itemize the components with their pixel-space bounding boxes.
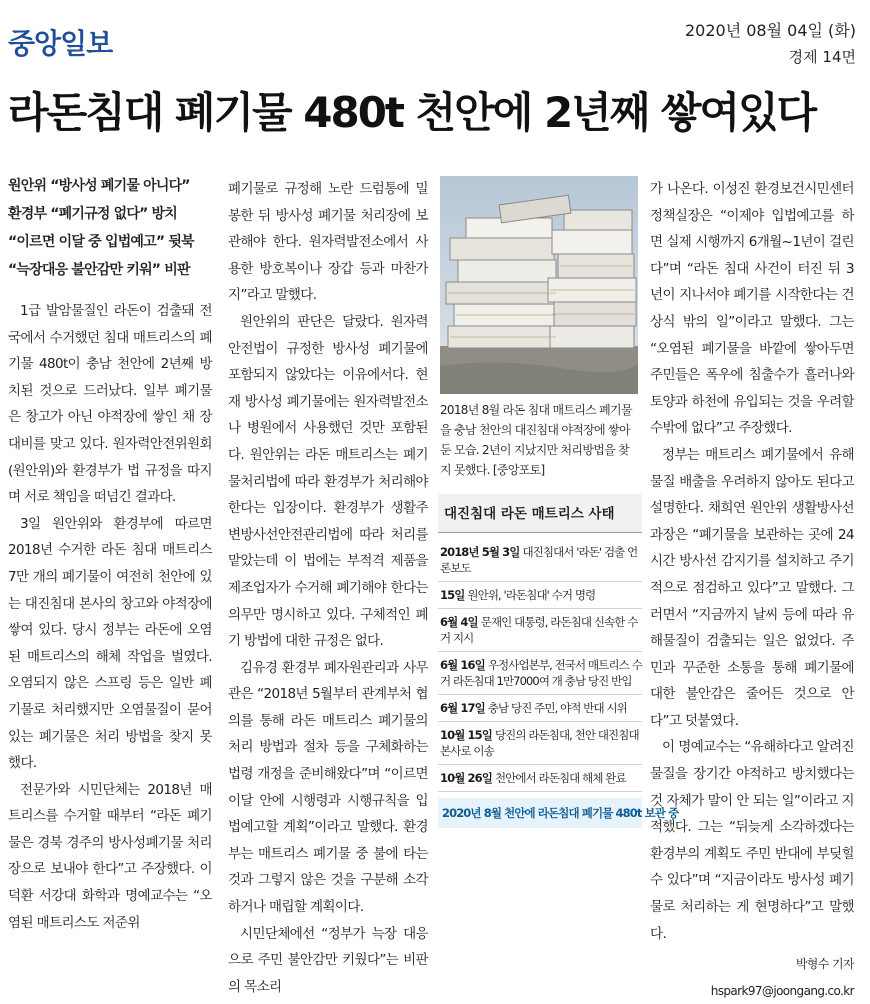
timeline-date: 6월 4일: [440, 615, 478, 629]
timeline-list: [438, 533, 642, 792]
timeline-box: [438, 494, 679, 828]
paragraph: 김유경 환경부 폐자원관리과 사무관은 “2018년 5월부터 관계부처 협의를 통해 라돈 매트리스 폐기물의 처리 방법과 절차 등을 구체화하는 법령 개정을 준비해왔다”며 “이르면 이달 안에 시행령과 시행규칙을 입법예고할 계획”이라고 말했다. 환경부는 매트리스 폐기물 중 불에 타는 것과 그렇지 않은 것을 구분해 소각하거나 매립할 계획이다.: [228, 659, 428, 916]
timeline-item: [438, 582, 642, 609]
timeline-item: [438, 609, 642, 652]
timeline-item: [438, 765, 642, 792]
timeline-text: 대진침대서 '라돈' 검출 언론보도: [440, 545, 638, 575]
article-column-2: [228, 176, 428, 1000]
timeline-date: 10월 15일: [440, 728, 492, 742]
subhead: “이르면 이달 중 입법예고” 뒷북: [8, 234, 194, 250]
article-column-4: [650, 176, 854, 1004]
paragraph: 원안위의 판단은 달랐다. 원자력안전법이 규정한 방사성 폐기물에 포함되지 않았다는 이유에서다. 현재 방사성 폐기물에는 원자력발전소나 병원에서 사용했던 것만 포함된다. 원안위는 라돈 매트리스는 폐기물처리법에 따라 환경부가 처리해야 한다는 입장이다. 환경부가 생활주변방사선안전관리법에 따라 처리를 맡았는데 이 법에는 부적격 제품을 제조업자가 수거해 폐기해야 한다는 의무만 명시하고 있다. 구체적인 폐기 방법에 대한 규정은 없다.: [228, 313, 428, 650]
timeline-date: 10월 26일: [440, 771, 492, 785]
timeline-item: [438, 652, 642, 695]
timeline-text: 당진의 라돈침대, 천안 대진침대 본사로 이송: [440, 728, 639, 758]
paragraph: 이 명예교수는 “유해하다고 알려진 물질을 장기간 야적하고 방치했다는 것 자체가 말이 안 되는 일”이라고 지적했다. 그는 “뒤늦게 소각하겠다는 환경부의 계획도 주민 반대에 부딪힐 수 있다”며 “지금이라도 방사성 폐기물로 처리하는 게 현명하다”고 말했다.: [650, 739, 854, 942]
masthead-logo: 중앙일보: [8, 27, 113, 60]
paragraph: 가 나온다. 이성진 환경보건시민센터 정책실장은 “이제야 입법예고를 하면 실제 시행까지 6개월~1년이 걸린다”며 “라돈 침대 사건이 터진 뒤 3년이 지나서야 폐기를 시작한다는 건 상식 밖의 일”이라고 말했다. 그는 “오염된 폐기물을 바깥에 쌓아두면 주민들은 폭우에 침출수가 흘러나와 토양과 하천에 유입되는 것을 우려할 수밖에 없다”고 주장했다.: [650, 181, 854, 437]
timeline-highlight: 2020년 8월 천안에 라돈침대 폐기물 480t 보관 중: [438, 798, 642, 828]
paragraph: 정부는 매트리스 폐기물에서 유해물질 배출을 우려하지 않아도 된다고 설명한다. 채희연 원안위 생활방사선과장은 “폐기물을 보관하는 곳에 24시간 방사선 감지기를 설치하고 주기적으로 점검하고 있다”고 말했다. 그러면서 “지금까지 날씨 등에 따라 유해물질이 검출되는 일은 없었다. 주민과 꾸준한 소통을 통해 폐기물에 대한 불안감은 줄어든 것으로 안다”고 덧붙였다.: [650, 446, 854, 729]
timeline-text: 우정사업본부, 전국서 매트리스 수거 라돈침대 1만7000여 개 충남 당진 반입: [440, 658, 642, 688]
article-column-1: [8, 168, 212, 936]
news-photo: [440, 176, 638, 394]
timeline-text: 충남 당진 주민, 야적 반대 시위: [487, 701, 627, 715]
timeline-date: 15일: [440, 588, 465, 602]
mattress-pile-photo: [440, 176, 638, 394]
headline: 라돈침대 폐기물 480t 천안에 2년째 쌓여있다: [8, 88, 816, 137]
paragraph: 전문가와 시민단체는 2018년 매트리스를 수거할 때부터 “라돈 폐기물은 경북 경주의 방사성폐기물 처리장으로 보내야 한다”고 주장했다. 이덕환 서강대 화학과 명예교수는 “오염된 매트리스도 저준위: [8, 781, 212, 931]
photo-caption: 2018년 8월 라돈 침대 매트리스 폐기물을 충남 천안의 대진침대 야적장에 쌓아둔 모습. 2년이 지났지만 처리방법을 찾지 못했다. [중앙포토]: [440, 403, 632, 477]
paragraph: 3일 원안위와 환경부에 따르면 2018년 수거한 라돈 침대 매트리스 7만 개의 폐기물이 여전히 천안에 있는 대진침대 본사의 창고와 야적장에 쌓여 있다. 당시 정부는 라돈에 오염된 매트리스의 해체 작업을 벌였다. 오염되지 않은 스프링 등은 일반 폐기물로 처리했지만 오염물질이 묻어 있는 폐기물은 처리 방법을 찾지 못했다.: [8, 515, 212, 772]
timeline-date: 6월 16일: [440, 658, 485, 672]
timeline-item: [438, 695, 642, 722]
paragraph: 폐기물로 규정해 노란 드럼통에 밀봉한 뒤 방사성 폐기물 처리장에 보관해야 한다. 원자력발전소에서 사용한 방호복이나 장갑 등과 마찬가지”라고 말했다.: [228, 181, 428, 304]
timeline-text: 원안위, '라돈침대' 수거 명령: [467, 588, 596, 602]
subheads: [8, 172, 212, 284]
paragraph: 1급 발암물질인 라돈이 검출돼 전국에서 수거했던 침대 매트리스의 폐기물 480t이 충남 천안에 2년째 방치된 것으로 드러났다. 일부 폐기물은 창고가 아닌 야적장에 쌓인 채 장대비를 맞고 있다. 원자력안전위원회(원안위)와 환경부가 법 규정을 따지며 서로 책임을 떠넘긴 결과다.: [8, 303, 212, 506]
subhead: 환경부 “폐기규정 없다” 방치: [8, 206, 177, 222]
timeline-date: 2018년 5월 3일: [440, 545, 520, 559]
byline: 박형수 기자 hspark97@joongang.co.kr: [710, 957, 854, 998]
timeline-date: 6월 17일: [440, 701, 485, 715]
timeline-title: 대진침대 라돈 매트리스 사태: [438, 494, 642, 533]
publish-date: 2020년 08월 04일 (화): [684, 21, 856, 40]
timeline-item: [438, 722, 642, 765]
timeline-text: 문재인 대통령, 라돈침대 신속한 수거 지시: [440, 615, 638, 645]
subhead: 원안위 “방사성 폐기물 아니다”: [8, 178, 190, 194]
paragraph: 시민단체에선 “정부가 늑장 대응으로 주민 불안감만 키웠다”는 비판의 목소리: [228, 925, 428, 995]
timeline-item: [438, 539, 642, 582]
timeline-text: 천안에서 라돈침대 해체 완료: [494, 771, 626, 785]
subhead: “늑장대응 불안감만 키워” 비판: [8, 262, 190, 278]
section-page: 경제 14면: [788, 48, 856, 66]
